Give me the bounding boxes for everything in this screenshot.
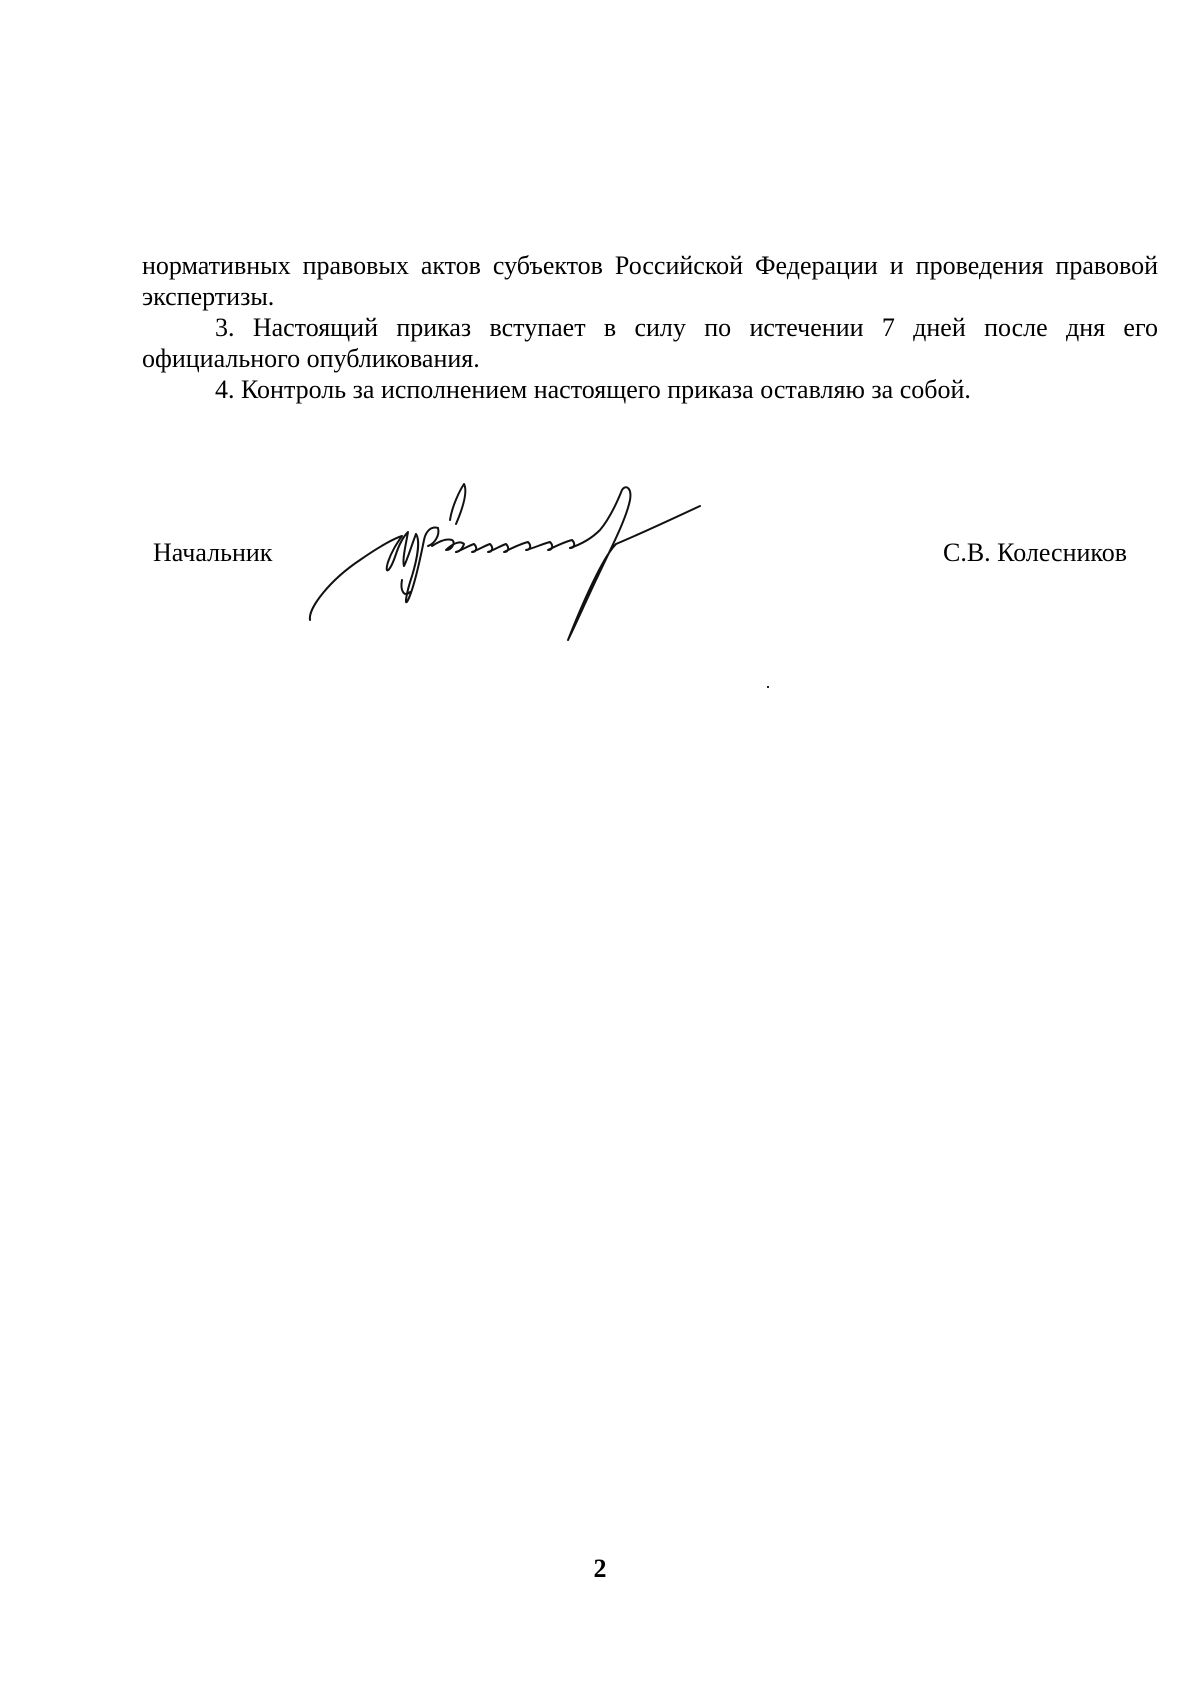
signatory-position: Начальник — [153, 538, 273, 567]
signatory-name: С.В. Колесников — [943, 538, 1128, 567]
page-number: 2 — [593, 1554, 607, 1583]
paragraph-continuation: нормативных правовых актов субъектов Российской Федерации и проведения правовой экспертизы. — [142, 251, 1158, 311]
handwritten-signature-icon — [300, 480, 740, 650]
paragraph-item-3: 3. Настоящий приказ вступает в силу по истечении 7 дней после дня его официального опубликования. — [142, 313, 1158, 373]
stray-dot-mark — [767, 686, 769, 688]
paragraph-item-4: 4. Контроль за исполнением настоящего приказа оставляю за собой. — [215, 375, 971, 404]
